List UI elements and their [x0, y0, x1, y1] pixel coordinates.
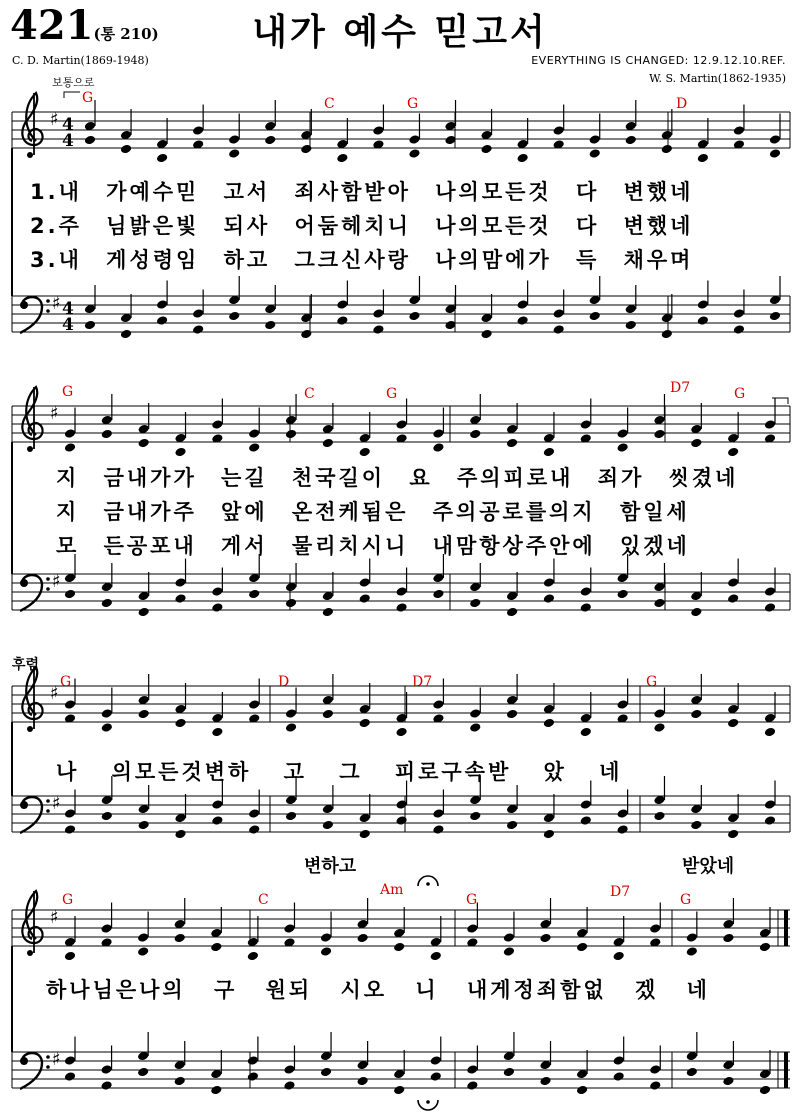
note-head	[320, 932, 332, 943]
lyric-line: 나 의모든것변하 고 그 피로구속받 았 네	[56, 760, 623, 784]
note-head	[576, 1085, 588, 1096]
note-head	[733, 308, 745, 319]
note-head	[64, 951, 76, 962]
note-head	[469, 708, 481, 719]
chord-label: D	[676, 96, 688, 112]
note-head	[356, 1076, 368, 1087]
chord-label: G	[407, 96, 419, 112]
chord-label: G	[646, 674, 658, 690]
note-head	[506, 607, 518, 618]
note-head	[722, 933, 734, 944]
note-head	[697, 299, 709, 310]
note-head	[759, 942, 771, 953]
chord-label: G	[680, 892, 692, 908]
note-head	[248, 589, 260, 600]
note-head	[211, 799, 223, 810]
note-head	[285, 598, 297, 609]
note-head	[469, 722, 481, 733]
chord-label: C	[258, 892, 269, 908]
note-head	[101, 811, 113, 822]
note-head	[156, 299, 168, 310]
note-head	[764, 727, 776, 738]
note-head	[285, 429, 297, 440]
note-head	[359, 718, 371, 729]
note-head	[84, 320, 96, 331]
note-head	[616, 589, 628, 600]
note-head	[543, 593, 555, 604]
note-head	[430, 1055, 442, 1066]
note-head	[616, 442, 628, 453]
bass-staff	[12, 293, 790, 335]
note-head	[192, 125, 204, 136]
note-head	[101, 598, 113, 609]
note-head	[300, 329, 312, 340]
note-head	[211, 727, 223, 738]
svg-text:♯: ♯	[50, 683, 59, 704]
note-head	[137, 932, 149, 943]
chord-label: C	[304, 386, 315, 402]
hymn-title: 내가 예수 믿고서	[252, 12, 548, 53]
lyric-line: 2.주 님밝은빛 되사 어둠헤치니 나의모든것 다 변했네	[30, 214, 694, 238]
chord-label: G	[82, 90, 94, 106]
note-head	[466, 1080, 478, 1091]
note-head	[516, 315, 528, 326]
chord-label: G	[62, 384, 74, 400]
note-head	[192, 324, 204, 335]
note-head	[120, 144, 132, 155]
note-head	[764, 419, 776, 430]
svg-text:4: 4	[62, 131, 74, 151]
svg-text:4: 4	[62, 115, 74, 135]
note-head	[661, 329, 673, 340]
note-head	[690, 820, 702, 831]
note-head	[764, 799, 776, 810]
note-head	[393, 1085, 405, 1096]
bass-lyric: 변하고	[304, 856, 357, 877]
note-head	[285, 811, 297, 822]
note-head	[320, 946, 332, 957]
treble-staff	[12, 667, 790, 732]
note-head	[174, 718, 186, 729]
note-head	[764, 815, 776, 826]
note-head	[690, 438, 702, 449]
chord-label: D7	[610, 884, 631, 900]
note-head	[733, 125, 745, 136]
note-head	[727, 447, 739, 458]
chord-label: C	[324, 96, 335, 112]
note-head	[320, 1067, 332, 1078]
note-head	[686, 946, 698, 957]
note-head	[759, 1085, 771, 1096]
note-head	[395, 586, 407, 597]
note-head	[432, 699, 444, 710]
note-head	[393, 942, 405, 953]
svg-text:♯: ♯	[50, 907, 59, 928]
note-head	[359, 447, 371, 458]
old-hymn-number: (통 210)	[93, 25, 159, 43]
note-head	[64, 1071, 76, 1082]
note-head	[503, 946, 515, 957]
note-head	[300, 144, 312, 155]
bass-staff	[12, 1049, 790, 1110]
note-head	[733, 324, 745, 335]
note-head	[503, 932, 515, 943]
note-head	[247, 1055, 259, 1066]
svg-text:♯: ♯	[52, 571, 61, 592]
note-head	[764, 586, 776, 597]
note-head	[174, 447, 186, 458]
note-head	[372, 308, 384, 319]
note-head	[469, 429, 481, 440]
note-head	[228, 134, 240, 145]
note-head	[616, 699, 628, 710]
note-head	[192, 308, 204, 319]
note-head	[137, 820, 149, 831]
note-head	[649, 923, 661, 934]
note-head	[264, 135, 276, 146]
note-head	[322, 709, 334, 720]
note-head	[336, 315, 348, 326]
bass-staff	[12, 793, 790, 833]
hymn-number-main: 421	[10, 2, 94, 49]
note-head	[84, 135, 96, 146]
note-head	[686, 1067, 698, 1078]
note-head	[616, 808, 628, 819]
note-head	[210, 942, 222, 953]
note-head	[211, 602, 223, 613]
note-head	[552, 324, 564, 335]
note-head	[248, 442, 260, 453]
svg-text:4: 4	[62, 315, 74, 335]
refrain-label: 후렴	[12, 657, 40, 673]
chord-label: G	[734, 386, 746, 402]
note-head	[395, 602, 407, 613]
note-head	[589, 311, 601, 322]
note-head	[516, 299, 528, 310]
note-head	[174, 577, 186, 588]
note-head	[228, 311, 240, 322]
svg-text:♯: ♯	[52, 793, 61, 814]
note-head	[727, 593, 739, 604]
lyric-line: 3.내 게성령임 하고 그크신사랑 나의맘에가 득 채우며	[30, 248, 694, 272]
chord-label: G	[62, 892, 74, 908]
note-head	[653, 708, 665, 719]
note-head	[625, 135, 637, 146]
note-head	[322, 438, 334, 449]
note-head	[211, 586, 223, 597]
composer-credit: C. D. Martin(1869-1948)	[12, 54, 149, 67]
lyric-line: 1.내 가예수믿 고서 죄사함받아 나의모든것 다 변했네	[30, 180, 694, 204]
note-head	[649, 1080, 661, 1091]
note-head	[372, 125, 384, 136]
bass-lyric: 받았네	[682, 856, 735, 877]
svg-text:♯: ♯	[50, 109, 59, 130]
note-head	[247, 1071, 259, 1082]
note-head	[616, 428, 628, 439]
note-head	[432, 442, 444, 453]
note-head	[372, 324, 384, 335]
note-head	[506, 438, 518, 449]
note-head	[395, 727, 407, 738]
note-head	[137, 607, 149, 618]
note-head	[248, 808, 260, 819]
note-head	[283, 923, 295, 934]
note-head	[336, 153, 348, 164]
note-head	[174, 1076, 186, 1087]
note-head	[100, 1064, 112, 1075]
note-head	[137, 709, 149, 720]
note-head	[156, 153, 168, 164]
note-head	[174, 593, 186, 604]
note-head	[589, 134, 601, 145]
note-head	[466, 923, 478, 934]
chord-label: Am	[380, 882, 404, 898]
note-head	[408, 311, 420, 322]
note-head	[580, 419, 592, 430]
note-head	[543, 577, 555, 588]
note-head	[769, 311, 781, 322]
note-head	[395, 799, 407, 810]
note-head	[480, 144, 492, 155]
note-head	[210, 1085, 222, 1096]
chord-label: G	[386, 386, 398, 402]
note-head	[506, 709, 518, 720]
note-head	[612, 951, 624, 962]
svg-text:♯: ♯	[52, 1049, 61, 1070]
note-head	[690, 709, 702, 720]
note-head	[727, 829, 739, 840]
note-head	[101, 708, 113, 719]
note-head	[283, 1080, 295, 1091]
note-head	[616, 824, 628, 835]
note-head	[697, 153, 709, 164]
note-head	[211, 419, 223, 430]
note-head	[247, 951, 259, 962]
note-head	[322, 607, 334, 618]
note-head	[100, 1080, 112, 1091]
lyric-line: 모 든공포내 게서 물리치시니 내맘항상주안에 있겠네	[56, 534, 690, 558]
note-head	[248, 428, 260, 439]
note-head	[580, 602, 592, 613]
note-head	[432, 589, 444, 600]
note-head	[174, 829, 186, 840]
note-head	[432, 824, 444, 835]
note-head	[690, 607, 702, 618]
note-head	[552, 308, 564, 319]
note-head	[432, 428, 444, 439]
note-head	[64, 428, 76, 439]
note-head	[506, 820, 518, 831]
note-head	[653, 811, 665, 822]
note-head	[336, 299, 348, 310]
chord-label: D	[278, 674, 290, 690]
note-head	[539, 933, 551, 944]
note-head	[686, 932, 698, 943]
note-head	[580, 586, 592, 597]
note-head	[285, 708, 297, 719]
note-head	[661, 144, 673, 155]
note-head	[480, 329, 492, 340]
note-head	[101, 429, 113, 440]
note-head	[137, 1067, 149, 1078]
note-head	[100, 923, 112, 934]
note-head	[408, 134, 420, 145]
note-head	[64, 442, 76, 453]
note-head	[612, 1055, 624, 1066]
note-head	[589, 148, 601, 159]
chord-label: G	[466, 892, 478, 908]
note-head	[285, 722, 297, 733]
note-head	[395, 419, 407, 430]
note-head	[653, 429, 665, 440]
note-head	[322, 820, 334, 831]
svg-text:♯: ♯	[52, 293, 61, 314]
note-head	[503, 1067, 515, 1078]
note-head	[283, 1064, 295, 1075]
tempo-marking: 보통으로	[52, 76, 95, 89]
note-head	[120, 329, 132, 340]
note-head	[539, 1076, 551, 1087]
note-head	[64, 1055, 76, 1066]
note-head	[64, 699, 76, 710]
note-head	[580, 799, 592, 810]
note-head	[228, 148, 240, 159]
svg-text:♯: ♯	[50, 403, 59, 424]
tune-info: EVERYTHING IS CHANGED: 12.9.12.10.REF.	[531, 54, 786, 67]
note-head	[769, 148, 781, 159]
note-head	[764, 602, 776, 613]
note-head	[359, 577, 371, 588]
note-head	[430, 951, 442, 962]
note-head	[653, 598, 665, 609]
note-head	[174, 933, 186, 944]
note-head	[64, 808, 76, 819]
note-head	[432, 808, 444, 819]
note-head	[612, 1071, 624, 1082]
lyricist-credit: W. S. Martin(1862-1935)	[649, 72, 786, 85]
note-head	[248, 699, 260, 710]
note-head	[248, 824, 260, 835]
svg-text:4: 4	[62, 299, 74, 319]
lyric-line: 하나님은나의 구 원되 시오 니 내게정죄함없 겠 네	[46, 978, 710, 1002]
note-head	[580, 815, 592, 826]
note-head	[727, 718, 739, 729]
note-head	[516, 153, 528, 164]
lyric-line: 지 금내가주 앞에 온전케됨은 주의공로를의지 함일세	[56, 500, 690, 524]
note-head	[359, 593, 371, 604]
note-head	[580, 727, 592, 738]
note-head	[264, 320, 276, 331]
chord-label: G	[60, 674, 72, 690]
note-head	[625, 320, 637, 331]
note-head	[543, 447, 555, 458]
note-head	[727, 577, 739, 588]
note-head	[552, 125, 564, 136]
note-head	[543, 718, 555, 729]
note-head	[137, 438, 149, 449]
note-head	[64, 589, 76, 600]
note-head	[430, 1071, 442, 1082]
note-head	[653, 722, 665, 733]
note-head	[697, 315, 709, 326]
note-head	[137, 946, 149, 957]
chord-label: D7	[412, 674, 433, 690]
note-head	[769, 134, 781, 145]
note-head	[649, 1064, 661, 1075]
note-head	[356, 933, 368, 944]
note-head	[395, 815, 407, 826]
note-head	[466, 1064, 478, 1075]
note-head	[576, 942, 588, 953]
note-head	[101, 722, 113, 733]
note-head	[722, 1076, 734, 1087]
note-head	[156, 315, 168, 326]
note-head	[359, 829, 371, 840]
note-head	[211, 815, 223, 826]
note-head	[408, 148, 420, 159]
chord-label: D7	[670, 380, 691, 396]
note-head	[543, 829, 555, 840]
lyric-line: 지 금내가가 는길 천국길이 요 주의피로내 죄가 씻겼네	[56, 466, 739, 490]
note-head	[469, 811, 481, 822]
note-head	[469, 598, 481, 609]
note-head	[64, 824, 76, 835]
